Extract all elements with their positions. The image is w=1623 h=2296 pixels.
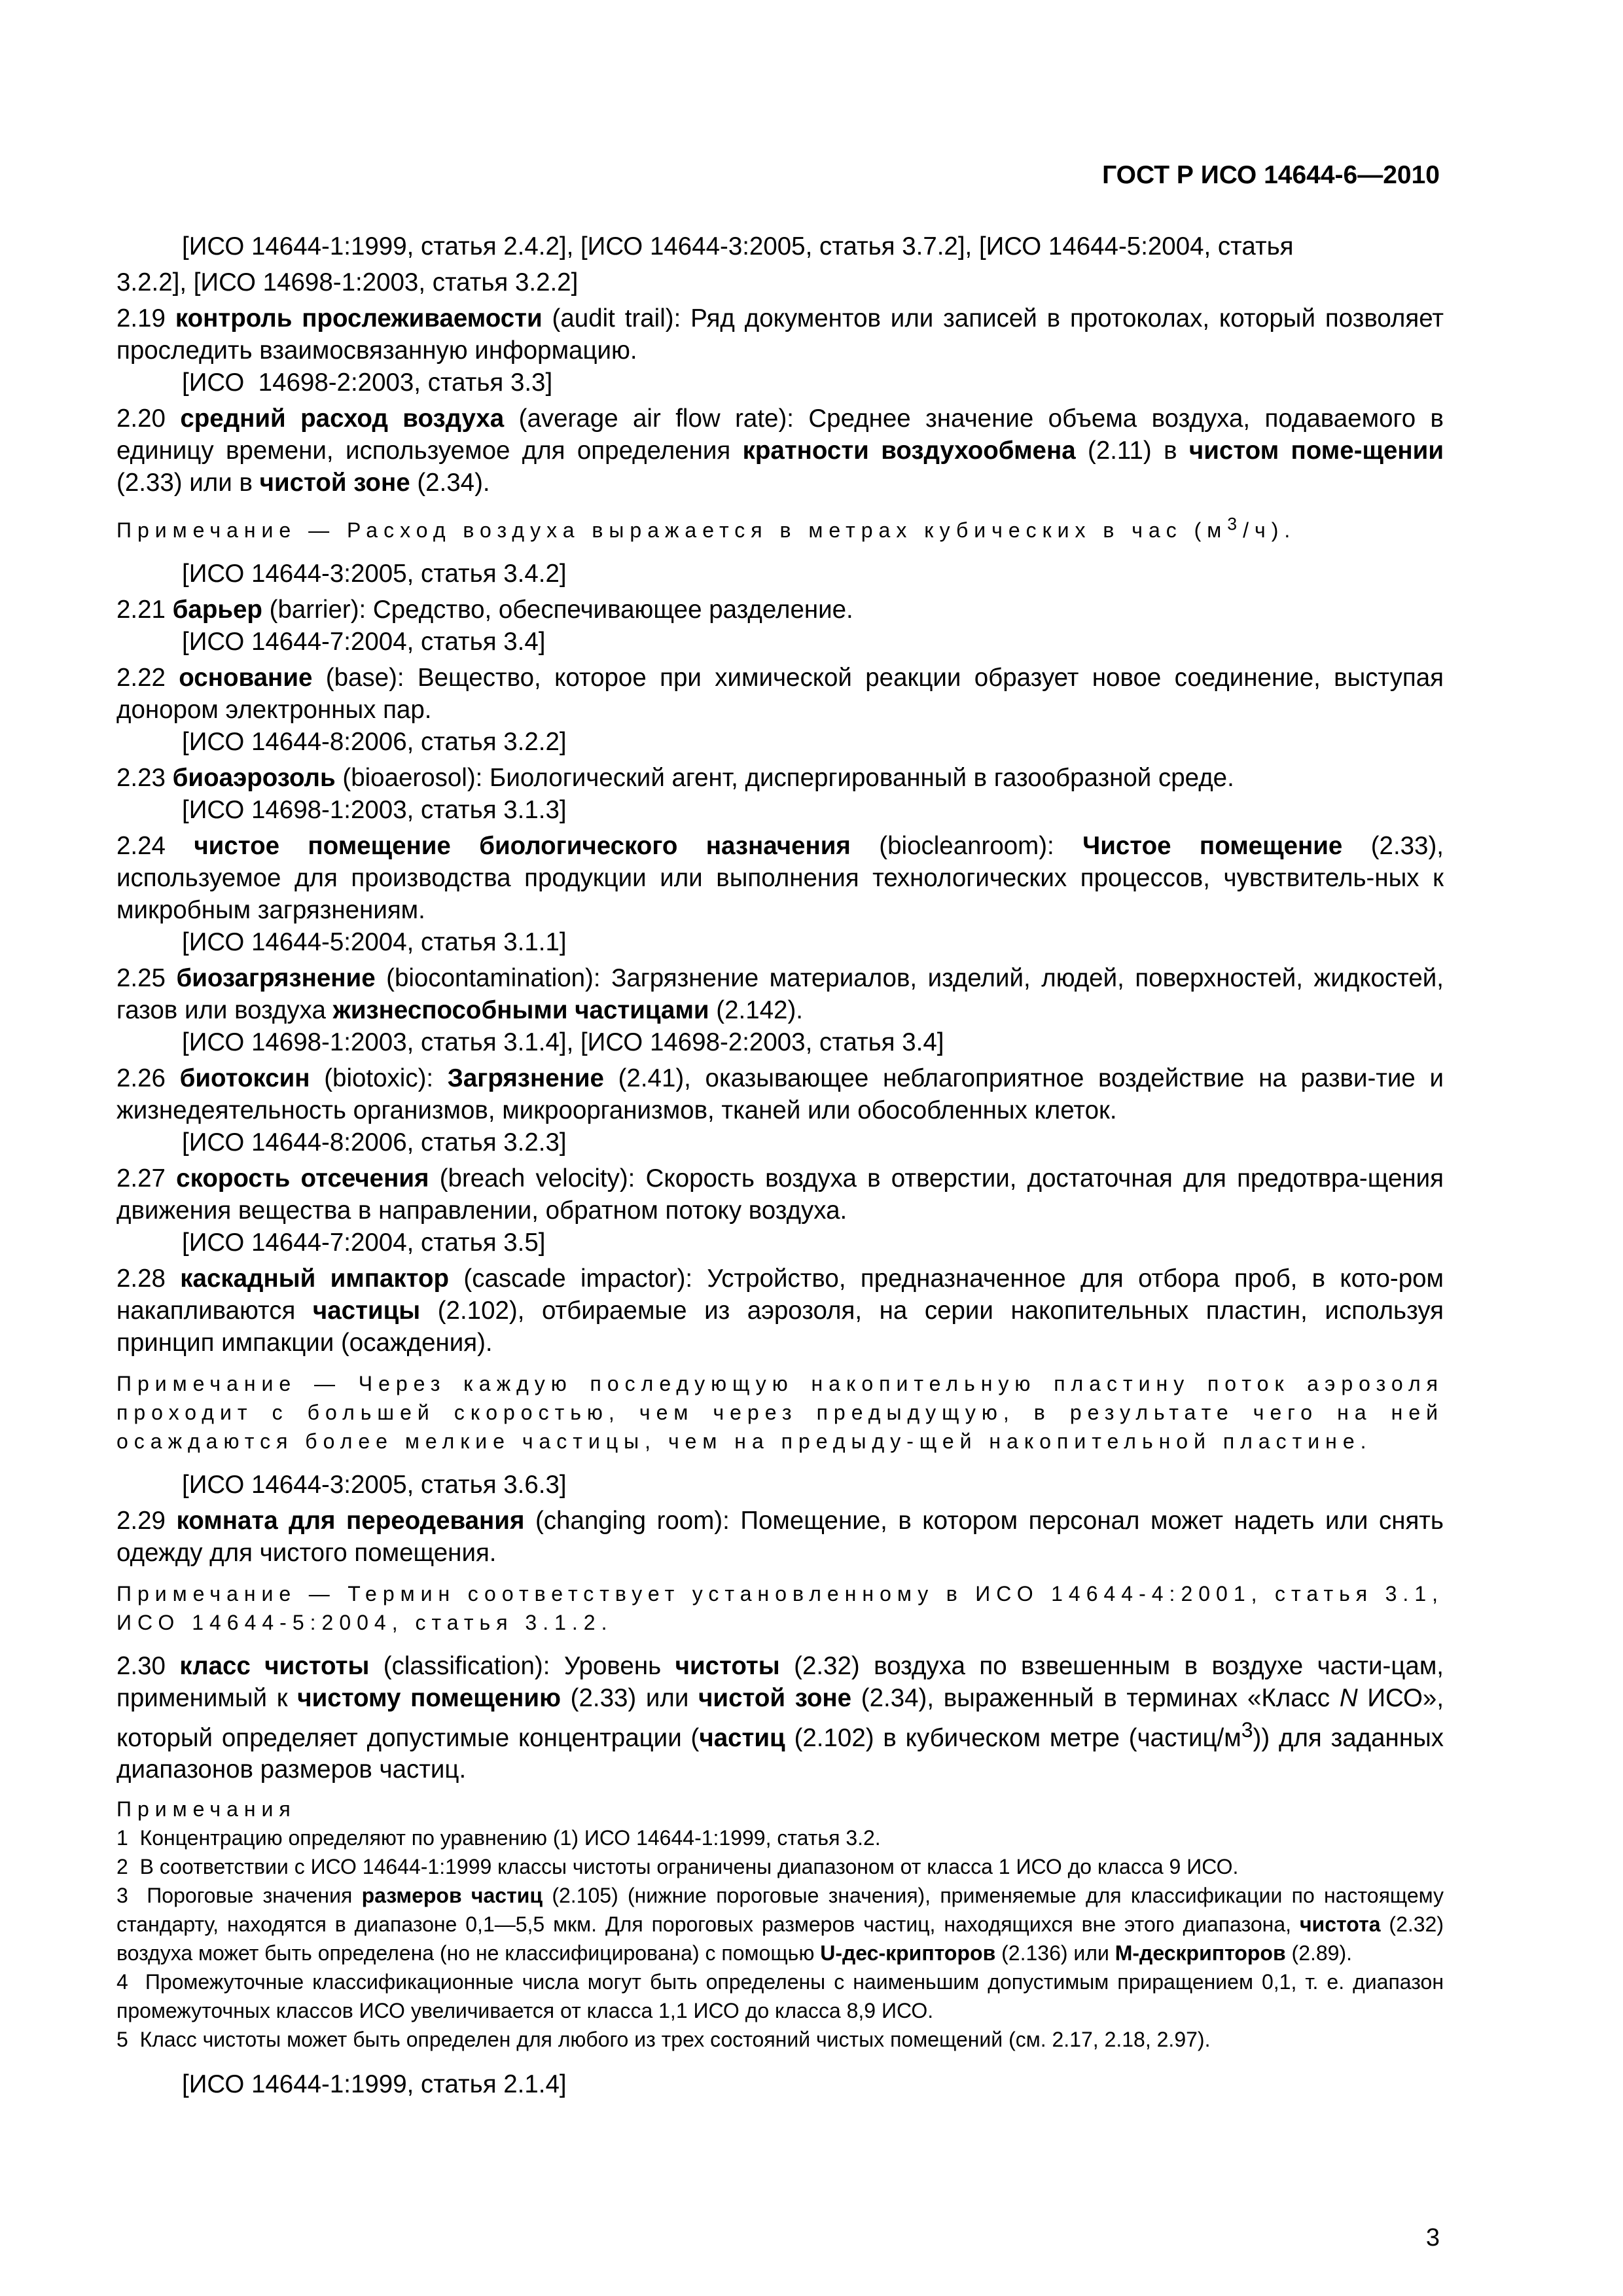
- term-definition: 2.23 биоаэрозоль (bioaerosol): Биологический агент, диспергированный в газообразной среде.: [116, 763, 1234, 792]
- note: Примечание — Расход воздуха выражается в метрах кубических в час $(м^3/ч)$.: [116, 514, 1296, 542]
- document-body: [116, 230, 1444, 2100]
- reference-citation: [ИСО 14698-2:2003, статья 3.3]: [182, 368, 553, 397]
- term-definition: 2.24 чистое помещение биологического назначения (biocleanroom): Чистое помещение (2.33), используемое для производства продукции или выполнения технологических процессов, чувствитель-ных к микробным загрязнениям.: [116, 831, 1444, 924]
- reference-citation: [ИСО 14644-1:1999, статья 2.1.4]: [182, 2070, 567, 2099]
- term-definition: 2.29 комната для переодевания (changing room): Помещение, в котором персонал может надеть или снять одежду для чистого помещения.: [116, 1506, 1444, 1567]
- note-item: 4 Промежуточные классификационные числа могут быть определены с наименьшим допустимым приращением 0,1, т. е. диапазон промежуточных классов ИСО увеличивается от класса 1,1 ИСО до класса 8,9 ИСО.: [116, 1970, 1444, 2023]
- standard-header: ГОСТ Р ИСО 14644-6—2010: [1102, 161, 1440, 189]
- reference-citation: [ИСО 14644-7:2004, статья 3.5]: [182, 1228, 546, 1257]
- reference-citation: [ИСО 14644-8:2006, статья 3.2.2]: [182, 727, 567, 756]
- reference-citation: [ИСО 14644-1:1999, статья 2.4.2], [ИСО 14644-3:2005, статья 3.7.2], [ИСО 14644-5:2004, статья: [182, 232, 1294, 260]
- page-number: 3: [1425, 2224, 1440, 2251]
- note: Примечание — Через каждую последующую накопительную пластину поток аэрозоля проходит с большей скоростью, чем через предыдущую, в результате чего на ней осаждаются более мелкие частицы, чем на предыду-щей накопительной пластине.: [116, 1371, 1444, 1453]
- reference-citation: [ИСО 14644-3:2005, статья 3.4.2]: [182, 559, 567, 588]
- term-definition: 2.21 барьер (barrier): Средство, обеспечивающее разделение.: [116, 595, 853, 624]
- term-definition: 2.30 класс чистоты (classification): Уровень чистоты (2.32) воздуха по взвешенным в воздухе части-цам, применимый к чистому помещению (2.33) или чистой зоне (2.34), выраженный в терминах «Класс N ИСО», который определяет допустимые концентрации (частиц (2.102) в кубическом метре $(частиц/м^3)$) для заданных диапазонов размеров частиц.: [116, 1651, 1444, 1784]
- reference-citation: [ИСО 14698-1:2003, статья 3.1.3]: [182, 795, 567, 824]
- term-definition: 2.19 контроль прослеживаемости (audit trail): Ряд документов или записей в протоколах, который позволяет проследить взаимосвязанную информацию.: [116, 304, 1444, 365]
- term-definition: 2.26 биотоксин (biotoxic): Загрязнение (2.41), оказывающее неблагоприятное воздействие на разви-тие и жизнедеятельность организмов, микроорганизмов, тканей или обособленных клеток.: [116, 1064, 1444, 1124]
- reference-citation: [ИСО 14644-3:2005, статья 3.6.3]: [182, 1470, 567, 1499]
- notes-heading: Примечания: [116, 1797, 296, 1821]
- reference-citation: [ИСО 14644-8:2006, статья 3.2.3]: [182, 1128, 567, 1157]
- note: Примечание — Термин соответствует установленному в ИСО 14644-4:2001, статья 3.1, ИСО 14644-5:2004, статья 3.1.2.: [116, 1581, 1444, 1634]
- note-item: 2 В соответствии с ИСО 14644-1:1999 классы чистоты ограничены диапазоном от класса 1 ИСО до класса 9 ИСО.: [116, 1855, 1239, 1879]
- term-definition: 2.27 скорость отсечения (breach velocity): Скорость воздуха в отверстии, достаточная для предотвра-щения движения вещества в направлении, обратном потоку воздуха.: [116, 1164, 1444, 1225]
- term-definition: 2.25 биозагрязнение (biocontamination): Загрязнение материалов, изделий, людей, поверхностей, жидкостей, газов или воздуха жизнеспособными частицами (2.142).: [116, 963, 1444, 1024]
- term-definition: 2.28 каскадный импактор (cascade impactor): Устройство, предназначенное для отбора проб, в кото-ром накапливаются частицы (2.102), отбираемые из аэрозоля, на серии накопительных пластин, используя принцип импакции (осаждения).: [116, 1264, 1444, 1357]
- term-definition: 2.20 средний расход воздуха (average air flow rate): Среднее значение объема воздуха, подаваемого в единицу времени, используемое для определения кратности воздухообмена (2.11) в чистом поме-щении (2.33) или в чистой зоне (2.34).: [116, 404, 1444, 497]
- note-item: 5 Класс чистоты может быть определен для любого из трех состояний чистых помещений (см. 2.17, 2.18, 2.97).: [116, 2028, 1211, 2052]
- reference-citation: [ИСО 14644-7:2004, статья 3.4]: [182, 627, 546, 656]
- note-item: 1 Концентрацию определяют по уравнению (1) ИСО 14644-1:1999, статья 3.2.: [116, 1826, 881, 1850]
- note-item: 3 Пороговые значения размеров частиц (2.105) (нижние пороговые значения), применяемые для классификации по настоящему стандарту, находятся в диапазоне 0,1—5,5 мкм. Для пороговых размеров частиц, находящихся вне этого диапазона, чистота (2.32) воздуха может быть определена (но не классифицирована) с помощью U-дес-крипторов (2.136) или М-дескрипторов (2.89).: [116, 1884, 1444, 1965]
- term-definition: 3.2.2], [ИСО 14698-1:2003, статья 3.2.2]: [116, 268, 579, 296]
- term-definition: 2.22 основание (base): Вещество, которое при химической реакции образует новое соединение, выступая донором электронных пар.: [116, 663, 1444, 724]
- reference-citation: [ИСО 14644-5:2004, статья 3.1.1]: [182, 927, 567, 956]
- reference-citation: [ИСО 14698-1:2003, статья 3.1.4], [ИСО 14698-2:2003, статья 3.4]: [182, 1028, 944, 1056]
